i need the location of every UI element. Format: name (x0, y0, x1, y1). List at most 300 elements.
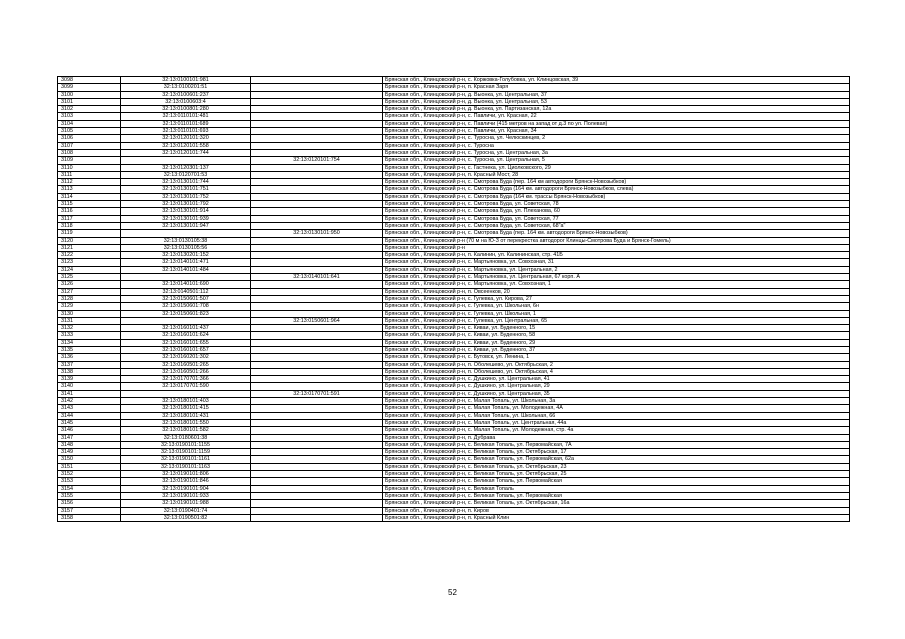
address-cell: Брянская обл., Клинцовский р-н, п. Дубрава (383, 434, 850, 441)
table-row (58, 325, 850, 332)
address-cell: Брянская обл., Клинцовский р-н, с. Гулевка, ул. Центральная, 65 (383, 317, 850, 324)
address-cell: Брянская обл., Клинцовский р-н, с. Павличи, ул. Красная, 34 (383, 128, 850, 135)
cadastral-number-cell: 32:13:0190101:1163 (121, 463, 251, 470)
row-number-cell: 3117 (58, 215, 121, 222)
previous-cadastral-number-cell (251, 441, 383, 448)
address-cell: Брянская обл., Клинцовский р-н, с. Малая Топаль, ул. Молодежная, 4А (383, 405, 850, 412)
table-row (58, 193, 850, 200)
table-row (58, 91, 850, 98)
row-number-cell: 3156 (58, 500, 121, 507)
table-row (58, 346, 850, 353)
row-number-cell: 3147 (58, 434, 121, 441)
row-number-cell: 3142 (58, 398, 121, 405)
cadastral-number-cell: 32:13:0120701:53 (121, 171, 251, 178)
previous-cadastral-number-cell (251, 332, 383, 339)
cadastral-number-cell: 32:13:0130101:792 (121, 201, 251, 208)
cadastral-number-cell: 32:13:0140101:484 (121, 266, 251, 273)
address-cell: Брянская обл., Клинцовский р-н, д. Выонка, ул. Центральная, 53 (383, 98, 850, 105)
address-cell: Брянская обл., Клинцовский р-н, с. Мартьяновка, ул. Совхозная, 31 (383, 259, 850, 266)
address-cell: Брянская обл., Клинцовский р-н, с. Смотрова Буда (164 км. трассы Брянск-Новозыбков) (383, 193, 850, 200)
row-number-cell: 3114 (58, 193, 121, 200)
cadastral-number-cell: 32:13:0120101:558 (121, 142, 251, 149)
address-cell: Брянская обл., Клинцовский р-н, п. Калинин, ул. Калининская, стр. 41Б (383, 252, 850, 259)
row-number-cell: 3130 (58, 310, 121, 317)
previous-cadastral-number-cell (251, 427, 383, 434)
cadastral-number-cell: 32:13:0100603:4 (121, 98, 251, 105)
row-number-cell: 3122 (58, 252, 121, 259)
previous-cadastral-number-cell (251, 244, 383, 251)
table-row (58, 507, 850, 514)
cadastral-number-cell: 32:13:0130101:744 (121, 179, 251, 186)
address-cell: Брянская обл., Клинцовский р-н, с. Великая Топаль, ул. Октябрьская, 17 (383, 449, 850, 456)
row-number-cell: 3132 (58, 325, 121, 332)
table-row (58, 390, 850, 397)
address-cell: Брянская обл., Клинцовский р-н, с. Великая Топаль, ул. Первомайская, 62а (383, 456, 850, 463)
address-cell: Брянская обл., Клинцовский р-н, с. Смотрова Буда, ул. Советская, 77 (383, 215, 850, 222)
address-cell: Брянская обл., Клинцовский р-н, с. Павличи, ул. Красная, 22 (383, 113, 850, 120)
table-row (58, 317, 850, 324)
previous-cadastral-number-cell (251, 339, 383, 346)
previous-cadastral-number-cell (251, 171, 383, 178)
address-cell: Брянская обл., Клинцовский р-н, с. Коржовка-Голубовка, ул. Клинцовская, 39 (383, 77, 850, 84)
cadastral-number-cell: 32:13:0130105:56 (121, 244, 251, 251)
row-number-cell: 3100 (58, 91, 121, 98)
previous-cadastral-number-cell (251, 98, 383, 105)
previous-cadastral-number-cell (251, 412, 383, 419)
cadastral-number-cell: 32:13:0100801:280 (121, 106, 251, 113)
previous-cadastral-number-cell (251, 193, 383, 200)
row-number-cell: 3137 (58, 361, 121, 368)
row-number-cell: 3108 (58, 149, 121, 156)
table-row (58, 412, 850, 419)
cadastral-number-cell: 32:13:0150601:507 (121, 295, 251, 302)
cadastral-number-cell: 32:13:0180101:582 (121, 427, 251, 434)
cadastral-number-cell: 32:13:0190101:806 (121, 471, 251, 478)
previous-cadastral-number-cell (251, 142, 383, 149)
table-row (58, 398, 850, 405)
table-row (58, 303, 850, 310)
table-row (58, 113, 850, 120)
previous-cadastral-number-cell (251, 222, 383, 229)
row-number-cell: 3144 (58, 412, 121, 419)
table-row (58, 244, 850, 251)
table-row (58, 463, 850, 470)
table-row (58, 215, 850, 222)
address-cell: Брянская обл., Клинцовский р-н, с. Павличи (415 метров на запад от д.3 по ул. Полевая) (383, 120, 850, 127)
previous-cadastral-number-cell (251, 434, 383, 441)
address-cell: Брянская обл., Клинцовский р-н, с. Смотрова Буда (пер. 164 км автодороги Брянск-Новозыбков) (383, 179, 850, 186)
row-number-cell: 3153 (58, 478, 121, 485)
row-number-cell: 3109 (58, 157, 121, 164)
previous-cadastral-number-cell (251, 215, 383, 222)
row-number-cell: 3129 (58, 303, 121, 310)
cadastral-number-cell: 32:13:0130101:939 (121, 215, 251, 222)
table-row (58, 77, 850, 84)
registry-table (57, 76, 850, 522)
previous-cadastral-number-cell (251, 419, 383, 426)
address-cell: Брянская обл., Клинцовский р-н, с. Великая Топаль, ул. Первомайская (383, 492, 850, 499)
table-row (58, 310, 850, 317)
address-cell: Брянская обл., Клинцовский р-н, с. Киваи, ул. Буденного, 37 (383, 346, 850, 353)
table-row (58, 106, 850, 113)
table-row (58, 237, 850, 244)
cadastral-number-cell: 32:13:0130201:152 (121, 252, 251, 259)
address-cell: Брянская обл., Клинцовский р-н, с. Смотрова Буда (пер. 164 км. автодороги Брянск-Новозыбков) (383, 230, 850, 237)
table-row (58, 135, 850, 142)
cadastral-number-cell: 32:13:0170701:590 (121, 383, 251, 390)
row-number-cell: 3151 (58, 463, 121, 470)
previous-cadastral-number-cell (251, 281, 383, 288)
table-row (58, 98, 850, 105)
table-row (58, 222, 850, 229)
row-number-cell: 3157 (58, 507, 121, 514)
table-row (58, 427, 850, 434)
address-cell: Брянская обл., Клинцовский р-н, с. Киваи, ул. Буденного, 29 (383, 339, 850, 346)
address-cell: Брянская обл., Клинцовский р-н, с. Бутовск, ул. Ленина, 1 (383, 354, 850, 361)
previous-cadastral-number-cell (251, 514, 383, 521)
row-number-cell: 3110 (58, 164, 121, 171)
cadastral-number-cell: 32:13:0160501:265 (121, 361, 251, 368)
row-number-cell: 3098 (58, 77, 121, 84)
previous-cadastral-number-cell (251, 149, 383, 156)
cadastral-number-cell: 32:13:0190101:846 (121, 478, 251, 485)
address-cell: Брянская обл., Клинцовский р-н, с. Великая Топаль, ул. Октябрьская, 25 (383, 471, 850, 478)
address-cell: Брянская обл., Клинцовский р-н, с. Душкино, ул. Центральная, 41 (383, 376, 850, 383)
address-cell: Брянская обл., Клинцовский р-н, с. Смотрова Буда, ул. Советская, 78 (383, 201, 850, 208)
address-cell: Брянская обл., Клинцовский р-н, д. Выонка, ул. Центральная, 37 (383, 91, 850, 98)
table-row (58, 419, 850, 426)
cadastral-number-cell: 32:13:0120101:744 (121, 149, 251, 156)
table-row (58, 171, 850, 178)
cadastral-number-cell: 32:13:0190101:933 (121, 492, 251, 499)
table-row (58, 485, 850, 492)
cadastral-number-cell: 32:13:0130101:751 (121, 186, 251, 193)
cadastral-number-cell: 32:13:0160101:624 (121, 332, 251, 339)
cadastral-number-cell: 32:13:0160101:655 (121, 339, 251, 346)
address-cell: Брянская обл., Клинцовский р-н, д. Выонка, ул. Партизанская, 12а (383, 106, 850, 113)
address-cell: Брянская обл., Клинцовский р-н, с. Киваи, ул. Буденного, 15 (383, 325, 850, 332)
previous-cadastral-number-cell (251, 492, 383, 499)
table-row (58, 164, 850, 171)
previous-cadastral-number-cell (251, 135, 383, 142)
row-number-cell: 3133 (58, 332, 121, 339)
table-row (58, 441, 850, 448)
table-row (58, 230, 850, 237)
cadastral-number-cell: 32:13:0190101:988 (121, 500, 251, 507)
table-row (58, 274, 850, 281)
previous-cadastral-number-cell: 32:13:0140101:641 (251, 274, 383, 281)
row-number-cell: 3158 (58, 514, 121, 521)
cadastral-number-cell (121, 390, 251, 397)
address-cell: Брянская обл., Клинцовский р-н, с. Туросна, ул. Челюскинцев, 2 (383, 135, 850, 142)
row-number-cell: 3106 (58, 135, 121, 142)
address-cell: Брянская обл., Клинцовский р-н, с. Великая Топаль (383, 485, 850, 492)
address-cell: Брянская обл., Клинцовский р-н, с. Великая Топаль, ул. Первомайская, 7А (383, 441, 850, 448)
row-number-cell: 3148 (58, 441, 121, 448)
row-number-cell: 3125 (58, 274, 121, 281)
table-row (58, 492, 850, 499)
row-number-cell: 3143 (58, 405, 121, 412)
table-row (58, 500, 850, 507)
address-cell: Брянская обл., Клинцовский р-н, с. Душкино, ул. Центральная, 29 (383, 383, 850, 390)
previous-cadastral-number-cell (251, 266, 383, 273)
address-cell: Брянская обл., Клинцовский р-н, с. Великая Топаль, ул. Октябрьская, 16а (383, 500, 850, 507)
cadastral-number-cell: 32:13:0130101:752 (121, 193, 251, 200)
previous-cadastral-number-cell (251, 368, 383, 375)
address-cell: Брянская обл., Клинцовский р-н, с. Киваи, ул. Буденного, 58 (383, 332, 850, 339)
cadastral-number-cell: 32:13:0180101:403 (121, 398, 251, 405)
previous-cadastral-number-cell (251, 201, 383, 208)
address-cell: Брянская обл., Клинцовский р-н, с. Смотрова Буда, ул. Плеханова, 60 (383, 208, 850, 215)
previous-cadastral-number-cell (251, 346, 383, 353)
row-number-cell: 3154 (58, 485, 121, 492)
cadastral-number-cell: 32:13:0120301:137 (121, 164, 251, 171)
row-number-cell: 3149 (58, 449, 121, 456)
previous-cadastral-number-cell (251, 295, 383, 302)
address-cell: Брянская обл., Клинцовский р-н, с. Туросна (383, 142, 850, 149)
table-row (58, 179, 850, 186)
table-row (58, 332, 850, 339)
table-row (58, 368, 850, 375)
cadastral-number-cell: 32:13:0130101:914 (121, 208, 251, 215)
registry-table-body (58, 77, 850, 522)
previous-cadastral-number-cell (251, 113, 383, 120)
row-number-cell: 3112 (58, 179, 121, 186)
table-row (58, 128, 850, 135)
previous-cadastral-number-cell: 32:13:0130101:950 (251, 230, 383, 237)
table-row (58, 354, 850, 361)
table-row (58, 383, 850, 390)
address-cell: Брянская обл., Клинцовский р-н, с. Гулевка, ул. Кирова, 27 (383, 295, 850, 302)
address-cell: Брянская обл., Клинцовский р-н, п. Красная Заря (383, 84, 850, 91)
address-cell: Брянская обл., Клинцовский р-н, п. Красный Мост, 28 (383, 171, 850, 178)
cadastral-number-cell: 32:13:0100601:237 (121, 91, 251, 98)
previous-cadastral-number-cell: 32:13:0170701:591 (251, 390, 383, 397)
table-row (58, 157, 850, 164)
address-cell: Брянская обл., Клинцовский р-н, с. Смотрова Буда, ул. Советская, 68"а" (383, 222, 850, 229)
table-row (58, 142, 850, 149)
cadastral-number-cell: 32:13:0110101:689 (121, 120, 251, 127)
previous-cadastral-number-cell (251, 398, 383, 405)
row-number-cell: 3121 (58, 244, 121, 251)
address-cell: Брянская обл., Клинцовский р-н, с. Великая Топаль, ул. Октябрьская, 23 (383, 463, 850, 470)
previous-cadastral-number-cell (251, 84, 383, 91)
row-number-cell: 3118 (58, 222, 121, 229)
address-cell: Брянская обл., Клинцовский р-н, с. Малая Топаль, ул. Школьная, 66 (383, 412, 850, 419)
previous-cadastral-number-cell (251, 449, 383, 456)
previous-cadastral-number-cell: 32:13:0150601:964 (251, 317, 383, 324)
cadastral-number-cell: 32:13:0110101:481 (121, 113, 251, 120)
address-cell: Брянская обл., Клинцовский р-н, п. Киров (383, 507, 850, 514)
table-row (58, 288, 850, 295)
previous-cadastral-number-cell (251, 376, 383, 383)
cadastral-number-cell: 32:13:0180601:38 (121, 434, 251, 441)
previous-cadastral-number-cell (251, 310, 383, 317)
cadastral-number-cell: 32:13:0190401:74 (121, 507, 251, 514)
address-cell: Брянская обл., Клинцовский р-н, с. Мартьяновка, ул. Центральная, 2 (383, 266, 850, 273)
cadastral-number-cell: 32:13:0180101:415 (121, 405, 251, 412)
previous-cadastral-number-cell (251, 383, 383, 390)
address-cell: Брянская обл., Клинцовский р-н, с. Смотрова Буда (164 км. автодороги Брянск-Новозыбков, слева) (383, 186, 850, 193)
cadastral-number-cell: 32:13:0190101:904 (121, 485, 251, 492)
address-cell: Брянская обл., Клинцовский р-н, с. Гастнека, ул. Циолковского, 29 (383, 164, 850, 171)
previous-cadastral-number-cell (251, 259, 383, 266)
previous-cadastral-number-cell (251, 405, 383, 412)
previous-cadastral-number-cell (251, 179, 383, 186)
address-cell: Брянская обл., Клинцовский р-н (383, 244, 850, 251)
previous-cadastral-number-cell (251, 354, 383, 361)
address-cell: Брянская обл., Клинцовский р-н, с. Малая Топаль, ул. Центральная, 44а (383, 419, 850, 426)
address-cell: Брянская обл., Клинцовский р-н, с. Гулевка, ул. Школьная, 1 (383, 310, 850, 317)
cadastral-number-cell: 32:13:0180101:431 (121, 412, 251, 419)
row-number-cell: 3128 (58, 295, 121, 302)
previous-cadastral-number-cell (251, 208, 383, 215)
row-number-cell: 3138 (58, 368, 121, 375)
table-row (58, 281, 850, 288)
cadastral-number-cell (121, 157, 251, 164)
cadastral-number-cell: 32:13:0100101:981 (121, 77, 251, 84)
table-row (58, 361, 850, 368)
table-row (58, 208, 850, 215)
previous-cadastral-number-cell (251, 507, 383, 514)
previous-cadastral-number-cell: 32:13:0120101:754 (251, 157, 383, 164)
cadastral-number-cell: 32:13:0100201:51 (121, 84, 251, 91)
previous-cadastral-number-cell (251, 478, 383, 485)
row-number-cell: 3134 (58, 339, 121, 346)
table-row (58, 449, 850, 456)
row-number-cell: 3127 (58, 288, 121, 295)
previous-cadastral-number-cell (251, 325, 383, 332)
table-row (58, 514, 850, 521)
cadastral-number-cell: 32:13:0140101:690 (121, 281, 251, 288)
cadastral-number-cell: 32:13:0190101:1161 (121, 456, 251, 463)
table-row (58, 84, 850, 91)
row-number-cell: 3115 (58, 201, 121, 208)
address-cell: Брянская обл., Клинцовский р-н, с. Туросна, ул. Центральная, 5 (383, 157, 850, 164)
address-cell: Брянская обл., Клинцовский р-н, с. Мартьяновка, ул. Центральная, 67 корп. А (383, 274, 850, 281)
row-number-cell: 3111 (58, 171, 121, 178)
cadastral-number-cell: 32:13:0110101:693 (121, 128, 251, 135)
row-number-cell: 3155 (58, 492, 121, 499)
row-number-cell: 3103 (58, 113, 121, 120)
address-cell: Брянская обл., Клинцовский р-н, с. Гулевка, ул. Школьная, 6н (383, 303, 850, 310)
address-cell: Брянская обл., Клинцовский р-н, п. Красный Клин (383, 514, 850, 521)
row-number-cell: 3136 (58, 354, 121, 361)
address-cell: Брянская обл., Клинцовский р-н, п. Оболешево, ул. Октябрьская, 2 (383, 361, 850, 368)
row-number-cell: 3145 (58, 419, 121, 426)
table-row (58, 259, 850, 266)
previous-cadastral-number-cell (251, 471, 383, 478)
previous-cadastral-number-cell (251, 500, 383, 507)
cadastral-number-cell: 32:13:0190101:1155 (121, 441, 251, 448)
previous-cadastral-number-cell (251, 186, 383, 193)
row-number-cell: 3101 (58, 98, 121, 105)
row-number-cell: 3123 (58, 259, 121, 266)
table-row (58, 339, 850, 346)
cadastral-number-cell: 32:13:0150601:708 (121, 303, 251, 310)
cadastral-number-cell (121, 230, 251, 237)
address-cell: Брянская обл., Клинцовский р-н, с. Мартьяновка, ул. Совхозная, 1 (383, 281, 850, 288)
row-number-cell: 3146 (58, 427, 121, 434)
table-row (58, 434, 850, 441)
address-cell: Брянская обл., Клинцовский р-н (70 м на Ю-З от перекрестка автодорог Клинцы-Смотрова Буда и Брянск-Гомель) (383, 237, 850, 244)
cadastral-number-cell: 32:13:0180101:550 (121, 419, 251, 426)
table-row (58, 201, 850, 208)
table-row (58, 456, 850, 463)
cadastral-number-cell: 32:13:0140101:471 (121, 259, 251, 266)
row-number-cell: 3113 (58, 186, 121, 193)
row-number-cell: 3126 (58, 281, 121, 288)
cadastral-number-cell: 32:13:0190101:1159 (121, 449, 251, 456)
row-number-cell: 3150 (58, 456, 121, 463)
previous-cadastral-number-cell (251, 361, 383, 368)
cadastral-number-cell: 32:13:0120101:320 (121, 135, 251, 142)
cadastral-number-cell: 32:13:0170701:366 (121, 376, 251, 383)
row-number-cell: 3107 (58, 142, 121, 149)
cadastral-number-cell: 32:13:0160201:302 (121, 354, 251, 361)
cadastral-number-cell: 32:13:0130105:38 (121, 237, 251, 244)
row-number-cell: 3102 (58, 106, 121, 113)
row-number-cell: 3152 (58, 471, 121, 478)
previous-cadastral-number-cell (251, 463, 383, 470)
previous-cadastral-number-cell (251, 485, 383, 492)
row-number-cell: 3124 (58, 266, 121, 273)
table-row (58, 149, 850, 156)
row-number-cell: 3139 (58, 376, 121, 383)
table-row (58, 405, 850, 412)
row-number-cell: 3135 (58, 346, 121, 353)
row-number-cell: 3104 (58, 120, 121, 127)
previous-cadastral-number-cell (251, 456, 383, 463)
previous-cadastral-number-cell (251, 303, 383, 310)
cadastral-number-cell: 32:13:0130101:947 (121, 222, 251, 229)
cadastral-number-cell: 32:13:0160101:657 (121, 346, 251, 353)
cadastral-number-cell: 32:13:0160101:437 (121, 325, 251, 332)
table-row (58, 295, 850, 302)
row-number-cell: 3120 (58, 237, 121, 244)
table-row (58, 478, 850, 485)
address-cell: Брянская обл., Клинцовский р-н, п. Овсеенков, 20 (383, 288, 850, 295)
row-number-cell: 3119 (58, 230, 121, 237)
table-row (58, 186, 850, 193)
address-cell: Брянская обл., Клинцовский р-н, с. Туросна, ул. Центральная, 3а (383, 149, 850, 156)
cadastral-number-cell (121, 274, 251, 281)
cadastral-number-cell: 32:13:0140501:112 (121, 288, 251, 295)
table-row (58, 471, 850, 478)
row-number-cell: 3131 (58, 317, 121, 324)
row-number-cell: 3105 (58, 128, 121, 135)
table-row (58, 252, 850, 259)
row-number-cell: 3116 (58, 208, 121, 215)
table-row (58, 120, 850, 127)
previous-cadastral-number-cell (251, 77, 383, 84)
previous-cadastral-number-cell (251, 288, 383, 295)
previous-cadastral-number-cell (251, 91, 383, 98)
cadastral-number-cell: 32:13:0150601:823 (121, 310, 251, 317)
cadastral-number-cell: 32:13:0160501:266 (121, 368, 251, 375)
address-cell: Брянская обл., Клинцовский р-н, с. Великая Топаль, ул. Первомайская (383, 478, 850, 485)
previous-cadastral-number-cell (251, 237, 383, 244)
address-cell: Брянская обл., Клинцовский р-н, с. Малая Топаль, ул. Молодежная, стр. 4а (383, 427, 850, 434)
previous-cadastral-number-cell (251, 120, 383, 127)
previous-cadastral-number-cell (251, 252, 383, 259)
table-row (58, 376, 850, 383)
cadastral-number-cell (121, 317, 251, 324)
table-row (58, 266, 850, 273)
cadastral-number-cell: 32:13:0190501:82 (121, 514, 251, 521)
row-number-cell: 3099 (58, 84, 121, 91)
row-number-cell: 3141 (58, 390, 121, 397)
